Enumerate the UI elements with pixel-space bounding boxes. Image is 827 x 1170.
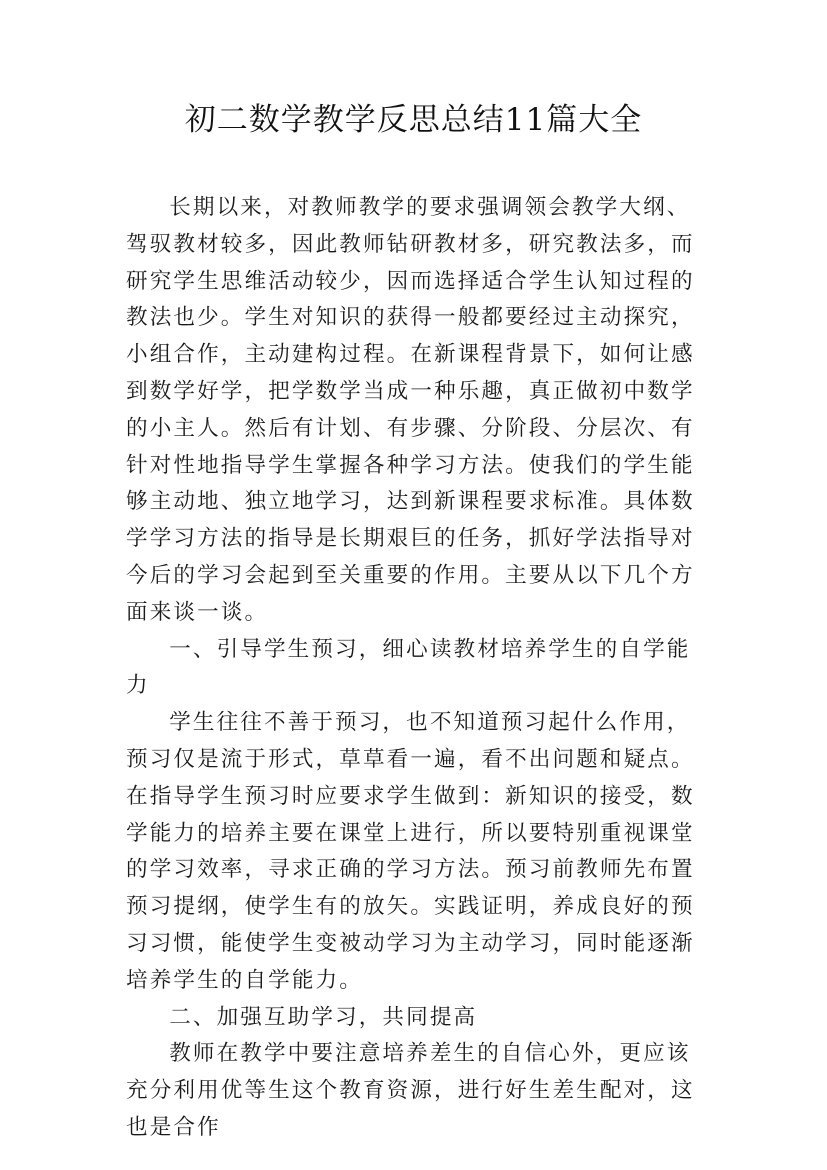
document-body xyxy=(126,190,702,1147)
paragraph-section-2: 教师在教学中要注意培养差生的自信心外，更应该充分利用优等生这个教育资源，进行好生差生配对，这也是合作 xyxy=(126,1041,695,1140)
paragraph-intro: 长期以来，对教师教学的要求强调领会教学大纲、驾驭教材较多，因此教师钻研教材多，研究教法多，而研究学生思维活动较少，因而选择适合学生认知过程的教法也少。学生对知识的获得一般都要经过主动探究，小组合作，主动建构过程。在新课程背景下，如何让感到数学好学，把学数学当成一种乐趣，真正做初中数学的小主人。然后有计划、有步骤、分阶段、分层次、有针对性地指导学生掌握各种学习方法。使我们的学生能够主动地、独立地学习，达到新课程要求标准。具体数学学习方法的指导是长期艰巨的任务，抓好学法指导对今后的学习会起到至关重要的作用。主要从以下几个方面来谈一谈。 xyxy=(126,195,695,625)
document-title: 初二数学教学反思总结11篇大全 xyxy=(184,102,643,138)
paragraph-section-1: 学生往往不善于预习，也不知道预习起什么作用，预习仅是流于形式，草草看一遍，看不出问题和疑点。在指导学生预习时应要求学生做到：新知识的接受，数学能力的培养主要在课堂上进行，所以要特别重视课堂的学习效率，寻求正确的学习方法。预习前教师先布置预习提纲，使学生有的放矢。实践证明，养成良好的预习习惯，能使学生变被动学习为主动学习，同时能逐渐培养学生的自学能力。 xyxy=(126,710,695,993)
section-heading-1: 一、引导学生预习，细心读教材培养学生的自学能力 xyxy=(126,636,691,699)
section-heading-2: 二、加强互助学习，共同提高 xyxy=(169,1004,478,1030)
